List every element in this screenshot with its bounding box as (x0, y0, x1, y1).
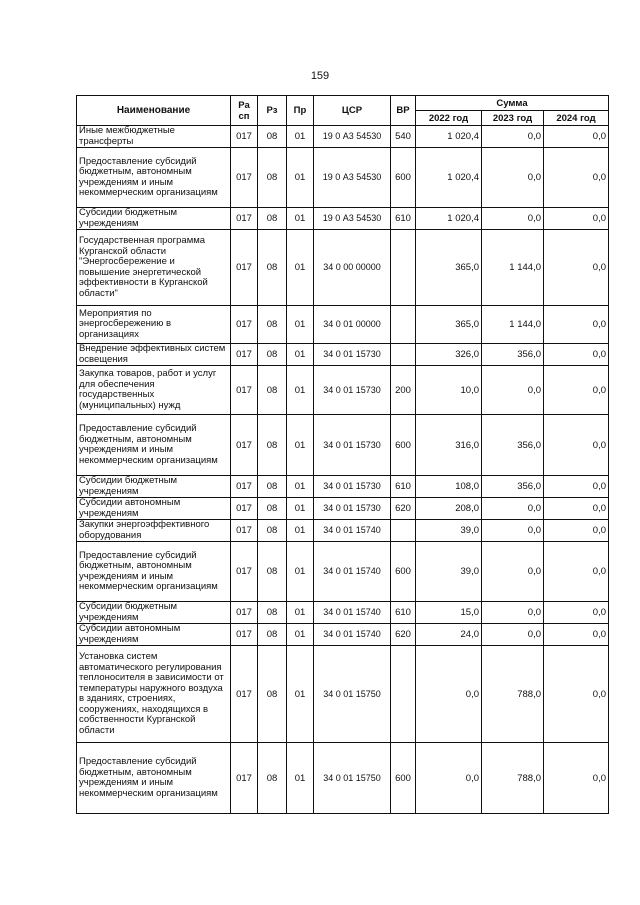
row-csr: 34 0 01 15740 (314, 542, 391, 602)
row-rz: 08 (258, 148, 287, 208)
page-number: 159 (310, 70, 330, 82)
row-pr: 01 (287, 743, 314, 814)
table-row (77, 230, 609, 306)
row-sum-2022: 326,0 (416, 344, 482, 366)
row-sum-2023: 0,0 (482, 148, 544, 208)
row-vr: 610 (391, 476, 416, 498)
row-name: Государственная программа Курганской области "Энергосбережение и повышение энергетической эффективности в Курганской области" (77, 230, 231, 306)
row-csr: 34 0 01 15750 (314, 743, 391, 814)
row-csr: 34 0 01 15730 (314, 498, 391, 520)
row-pr: 01 (287, 646, 314, 743)
row-rz: 08 (258, 344, 287, 366)
row-rz: 08 (258, 415, 287, 476)
row-sum-2024: 0,0 (544, 743, 609, 814)
row-sum-2024: 0,0 (544, 208, 609, 230)
row-rz: 08 (258, 646, 287, 743)
row-vr (391, 520, 416, 542)
row-rz: 08 (258, 126, 287, 148)
row-sum-2024: 0,0 (544, 602, 609, 624)
row-sum-2024: 0,0 (544, 520, 609, 542)
table-row (77, 542, 609, 602)
row-pr: 01 (287, 624, 314, 646)
row-rz: 08 (258, 208, 287, 230)
row-sum-2024: 0,0 (544, 415, 609, 476)
row-sum-2022: 365,0 (416, 306, 482, 344)
row-sum-2022: 10,0 (416, 366, 482, 415)
row-sum-2023: 0,0 (482, 126, 544, 148)
row-sum-2023: 356,0 (482, 476, 544, 498)
header-2022: 2022 год (416, 111, 482, 126)
row-name: Субсидии бюджетным учреждениям (77, 208, 231, 230)
table-row (77, 602, 609, 624)
table-row (77, 498, 609, 520)
row-rz: 08 (258, 602, 287, 624)
row-sum-2023: 1 144,0 (482, 306, 544, 344)
row-sum-2023: 0,0 (482, 520, 544, 542)
row-vr: 540 (391, 126, 416, 148)
row-sum-2023: 0,0 (482, 602, 544, 624)
table-row (77, 126, 609, 148)
row-sum-2022: 208,0 (416, 498, 482, 520)
row-sum-2024: 0,0 (544, 366, 609, 415)
table-body (77, 126, 609, 814)
row-rasp: 017 (231, 126, 258, 148)
row-vr (391, 646, 416, 743)
header-pr: Пр (287, 96, 314, 126)
row-vr: 610 (391, 602, 416, 624)
row-sum-2022: 316,0 (416, 415, 482, 476)
table-row (77, 646, 609, 743)
row-sum-2022: 0,0 (416, 646, 482, 743)
row-sum-2022: 1 020,4 (416, 126, 482, 148)
row-pr: 01 (287, 520, 314, 542)
header-csr: ЦСР (314, 96, 391, 126)
table-row (77, 366, 609, 415)
row-sum-2024: 0,0 (544, 344, 609, 366)
row-sum-2022: 0,0 (416, 743, 482, 814)
row-csr: 34 0 01 00000 (314, 306, 391, 344)
row-sum-2022: 365,0 (416, 230, 482, 306)
row-sum-2024: 0,0 (544, 498, 609, 520)
row-sum-2024: 0,0 (544, 126, 609, 148)
row-name: Предоставление субсидий бюджетным, автономным учреждениям и иным некоммерческим организациям (77, 542, 231, 602)
table-row (77, 208, 609, 230)
row-csr: 34 0 01 15740 (314, 602, 391, 624)
row-rasp: 017 (231, 520, 258, 542)
row-vr: 600 (391, 415, 416, 476)
row-csr: 34 0 00 00000 (314, 230, 391, 306)
row-vr: 610 (391, 208, 416, 230)
row-rz: 08 (258, 743, 287, 814)
row-vr (391, 306, 416, 344)
row-csr: 34 0 01 15730 (314, 344, 391, 366)
row-rasp: 017 (231, 498, 258, 520)
row-name: Субсидии бюджетным учреждениям (77, 602, 231, 624)
row-csr: 34 0 01 15750 (314, 646, 391, 743)
row-name: Установка систем автоматического регулирования теплоносителя в зависимости от температуры наружного воздуха в зданиях, строениях, сооружениях, находящихся в собственности Курганской области (77, 646, 231, 743)
row-rasp: 017 (231, 743, 258, 814)
row-rasp: 017 (231, 602, 258, 624)
header-rasp: Ра сп (231, 96, 258, 126)
row-rz: 08 (258, 520, 287, 542)
row-sum-2024: 0,0 (544, 646, 609, 743)
header-2024: 2024 год (544, 111, 609, 126)
row-sum-2024: 0,0 (544, 476, 609, 498)
row-sum-2023: 0,0 (482, 498, 544, 520)
header-sum: Сумма (416, 96, 609, 111)
row-vr (391, 344, 416, 366)
row-rasp: 017 (231, 230, 258, 306)
row-sum-2023: 788,0 (482, 646, 544, 743)
row-rasp: 017 (231, 542, 258, 602)
row-rasp: 017 (231, 476, 258, 498)
row-pr: 01 (287, 476, 314, 498)
row-name: Субсидии автономным учреждениям (77, 624, 231, 646)
header-vr: ВР (391, 96, 416, 126)
row-name: Мероприятия по энергосбережению в организациях (77, 306, 231, 344)
row-sum-2023: 0,0 (482, 208, 544, 230)
row-pr: 01 (287, 126, 314, 148)
header-rz: Рз (258, 96, 287, 126)
row-sum-2024: 0,0 (544, 230, 609, 306)
row-name: Предоставление субсидий бюджетным, автономным учреждениям и иным некоммерческим организациям (77, 743, 231, 814)
row-rz: 08 (258, 498, 287, 520)
row-name: Внедрение эффективных систем освещения (77, 344, 231, 366)
row-name: Закупка товаров, работ и услуг для обеспечения государственных (муниципальных) нужд (77, 366, 231, 415)
row-csr: 34 0 01 15730 (314, 415, 391, 476)
row-pr: 01 (287, 148, 314, 208)
table-row (77, 344, 609, 366)
header-2023: 2023 год (482, 111, 544, 126)
table-row (77, 415, 609, 476)
row-vr: 600 (391, 743, 416, 814)
row-csr: 19 0 А3 54530 (314, 126, 391, 148)
row-rz: 08 (258, 624, 287, 646)
row-sum-2024: 0,0 (544, 148, 609, 208)
row-pr: 01 (287, 366, 314, 415)
row-csr: 34 0 01 15740 (314, 520, 391, 542)
table-row (77, 520, 609, 542)
row-vr: 200 (391, 366, 416, 415)
row-rz: 08 (258, 230, 287, 306)
row-rasp: 017 (231, 306, 258, 344)
row-sum-2024: 0,0 (544, 624, 609, 646)
row-name: Иные межбюджетные трансферты (77, 126, 231, 148)
row-rz: 08 (258, 476, 287, 498)
row-csr: 19 0 А3 54530 (314, 148, 391, 208)
row-rasp: 017 (231, 344, 258, 366)
row-vr (391, 230, 416, 306)
row-csr: 34 0 01 15740 (314, 624, 391, 646)
row-pr: 01 (287, 306, 314, 344)
row-rasp: 017 (231, 148, 258, 208)
table-row (77, 306, 609, 344)
row-sum-2024: 0,0 (544, 542, 609, 602)
row-rasp: 017 (231, 208, 258, 230)
row-vr: 620 (391, 624, 416, 646)
row-vr: 600 (391, 148, 416, 208)
row-sum-2022: 1 020,4 (416, 208, 482, 230)
row-name: Субсидии бюджетным учреждениям (77, 476, 231, 498)
row-sum-2022: 39,0 (416, 542, 482, 602)
row-sum-2022: 108,0 (416, 476, 482, 498)
row-sum-2024: 0,0 (544, 306, 609, 344)
row-sum-2023: 0,0 (482, 366, 544, 415)
row-sum-2023: 356,0 (482, 344, 544, 366)
row-rz: 08 (258, 542, 287, 602)
row-csr: 34 0 01 15730 (314, 476, 391, 498)
row-csr: 34 0 01 15730 (314, 366, 391, 415)
row-rz: 08 (258, 306, 287, 344)
row-sum-2022: 15,0 (416, 602, 482, 624)
row-pr: 01 (287, 498, 314, 520)
row-sum-2022: 39,0 (416, 520, 482, 542)
row-sum-2023: 1 144,0 (482, 230, 544, 306)
row-name: Закупки энергоэффективного оборудования (77, 520, 231, 542)
row-sum-2022: 24,0 (416, 624, 482, 646)
row-vr: 620 (391, 498, 416, 520)
table-row (77, 148, 609, 208)
row-rz: 08 (258, 366, 287, 415)
row-pr: 01 (287, 344, 314, 366)
row-pr: 01 (287, 542, 314, 602)
header-name: Наименование (77, 96, 231, 126)
row-name: Предоставление субсидий бюджетным, автономным учреждениям и иным некоммерческим организациям (77, 148, 231, 208)
row-rasp: 017 (231, 646, 258, 743)
row-rasp: 017 (231, 415, 258, 476)
row-sum-2023: 788,0 (482, 743, 544, 814)
row-sum-2023: 0,0 (482, 542, 544, 602)
budget-table (76, 95, 609, 814)
table-row (77, 624, 609, 646)
row-sum-2023: 0,0 (482, 624, 544, 646)
row-rasp: 017 (231, 366, 258, 415)
table-row (77, 476, 609, 498)
row-name: Субсидии автономным учреждениям (77, 498, 231, 520)
row-pr: 01 (287, 602, 314, 624)
row-csr: 19 0 А3 54530 (314, 208, 391, 230)
row-name: Предоставление субсидий бюджетным, автономным учреждениям и иным некоммерческим организациям (77, 415, 231, 476)
row-sum-2022: 1 020,4 (416, 148, 482, 208)
row-rasp: 017 (231, 624, 258, 646)
row-pr: 01 (287, 230, 314, 306)
table-row (77, 743, 609, 814)
row-pr: 01 (287, 415, 314, 476)
row-sum-2023: 356,0 (482, 415, 544, 476)
row-pr: 01 (287, 208, 314, 230)
row-vr: 600 (391, 542, 416, 602)
